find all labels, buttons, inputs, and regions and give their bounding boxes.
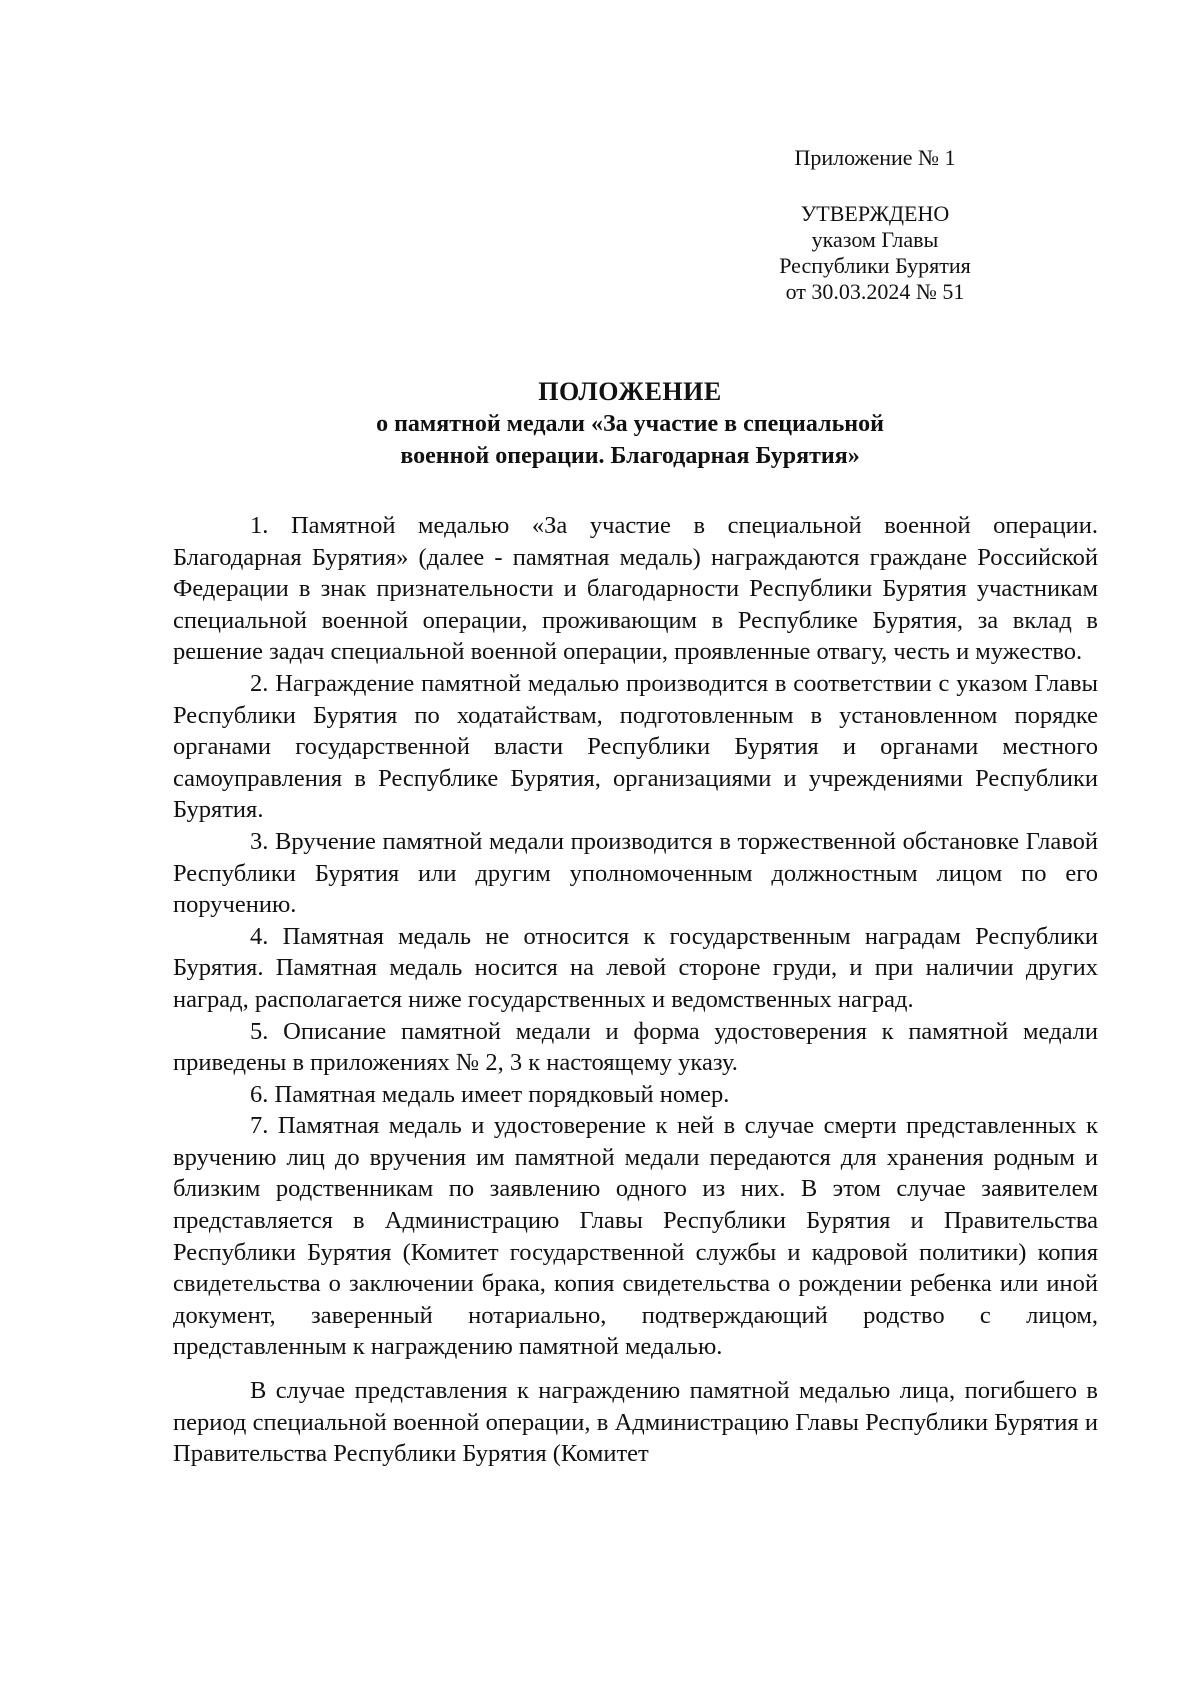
paragraph-7-continuation: В случае представления к награждению памятной медалью лица, погибшего в период специальной военной операции, в Администрацию Главы Республики Бурятия и Правительства Республики Бурятия (Комитет	[173, 1377, 1098, 1468]
appendix-label	[760, 145, 990, 171]
paragraph-1: 1. Памятной медалью «За участие в специальной военной операции. Благодарная Бурятия» (далее - памятная медаль) награждаются граждане Российской Федерации в знак признательности и благодарности Республики Бурятия участникам специальной военной операции, проживающим в Республике Бурятия, за вклад в решение задач специальной военной операции, проявленные отвагу, честь и мужество.	[173, 512, 1098, 666]
appendix-number: Приложение № 1	[794, 145, 956, 170]
approved-line: от 30.03.2024 № 51	[785, 279, 965, 304]
title-main: ПОЛОЖЕНИЕ	[538, 377, 722, 406]
title-subtitle-line: военной операции. Благодарная Бурятия»	[400, 443, 860, 469]
title-subtitle-line: о памятной медали «За участие в специальной	[376, 411, 884, 437]
paragraph-2: 2. Награждение памятной медалью производится в соответствии с указом Главы Республики Бурятия по ходатайствам, подготовленным в установленном порядке органами государственной власти Республики Бурятия и органами местного самоуправления в Республике Бурятия, организациями и учреждениями Республики Бурятия.	[173, 669, 1098, 824]
approved-line: Республики Бурятия	[779, 253, 971, 278]
paragraph-4: 4. Памятная медаль не относится к государственным наградам Республики Бурятия. Памятная медаль носится на левой стороне груди, и при наличии других наград, располагается ниже государственных и ведомственных наград.	[173, 922, 1098, 1013]
paragraph-6: 6. Памятная медаль имеет порядковый номер.	[250, 1080, 730, 1108]
approval-stamp-text	[760, 201, 990, 305]
document-title	[220, 376, 1040, 472]
paragraph-5: 5. Описание памятной медали и форма удостоверения к памятной медали приведены в приложениях № 2, 3 к настоящему указу.	[173, 1017, 1098, 1077]
approved-line: УТВЕРЖДЕНО	[800, 201, 950, 226]
approved-line: указом Главы	[811, 227, 939, 252]
paragraph-3: 3. Вручение памятной медали производится в торжественной обстановке Главой Республики Бурятия или другим уполномоченным должностным лицом по его поручению.	[173, 827, 1098, 919]
paragraph-7: 7. Памятная медаль и удостоверение к ней в случае смерти представленных к вручению лиц до вручения им памятной медали передаются для хранения родным и близким родственникам по заявлению одного из них. В этом случае заявителем представляется в Администрацию Главы Республики Бурятия и Правительства Республики Бурятия (Комитет государственной службы и кадровой политики) копия свидетельства о заключении брака, копия свидетельства о рождении ребенка или иной документ, заверенный нотариально, подтверждающий родство с лицом, представленным к награждению памятной медалью.	[173, 1112, 1098, 1361]
document-body	[173, 510, 1098, 1470]
